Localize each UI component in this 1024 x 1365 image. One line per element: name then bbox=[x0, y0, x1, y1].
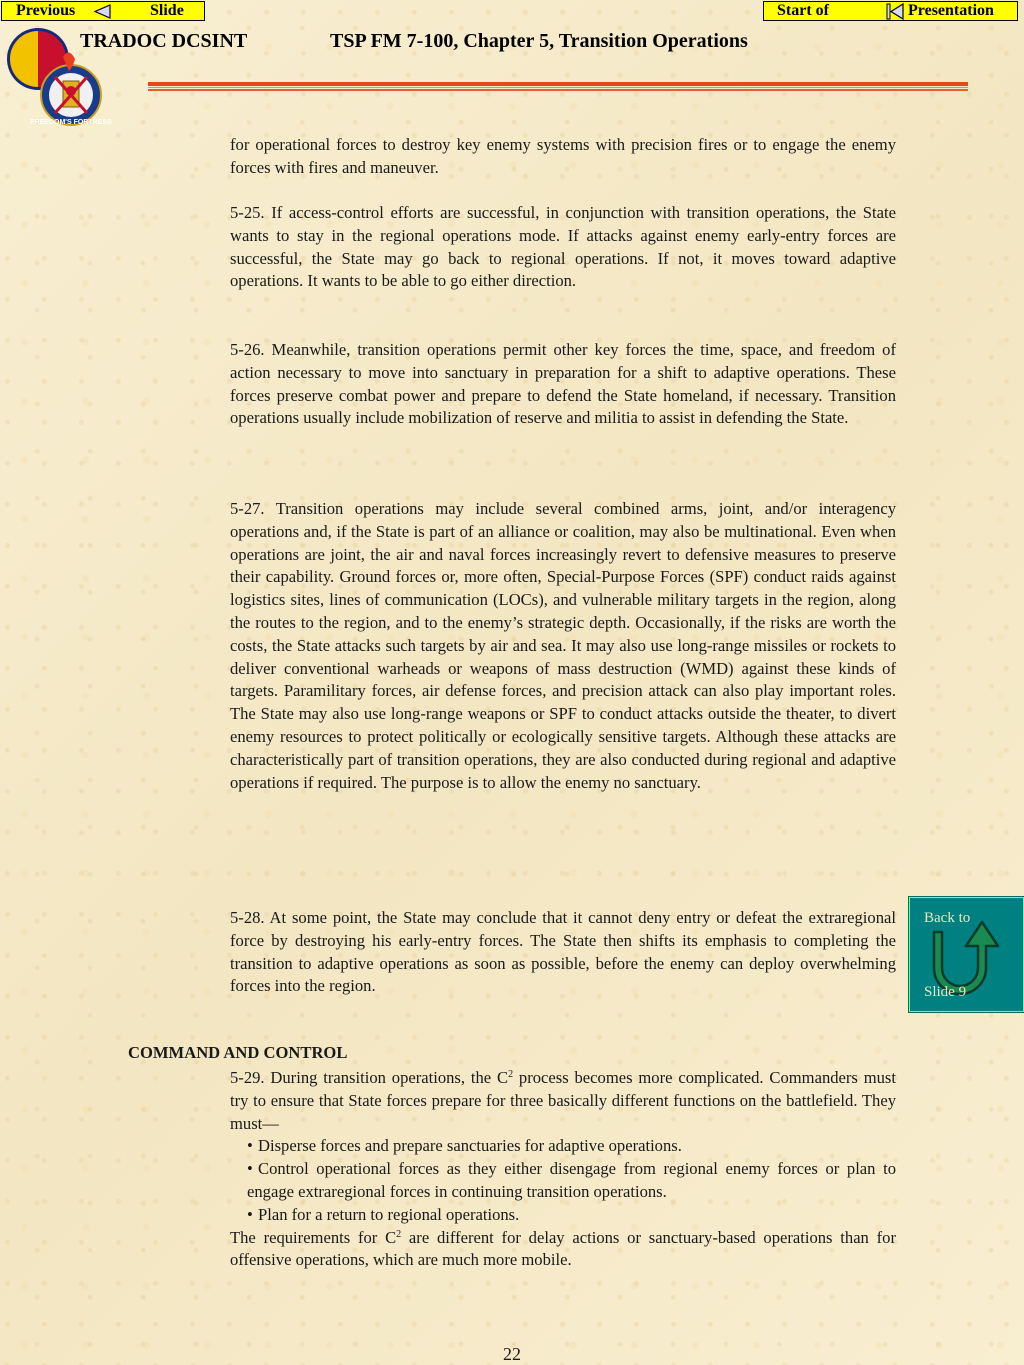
paragraph-5-25 bbox=[230, 202, 896, 293]
paragraph-text bbox=[230, 1067, 896, 1135]
page-title: TSP FM 7-100, Chapter 5, Transition Operations bbox=[330, 30, 748, 52]
previous-slide-button[interactable] bbox=[1, 1, 205, 21]
list-item bbox=[230, 1158, 896, 1204]
intro-text-a: 5-29. During transition operations, the C bbox=[230, 1068, 509, 1087]
closing-text-a: The requirements for C bbox=[230, 1227, 397, 1247]
previous-label: Previous bbox=[16, 2, 76, 19]
list-item-text: Disperse forces and prepare sanctuaries for adaptive operations. bbox=[258, 1136, 682, 1156]
page-number: 22 bbox=[503, 1344, 521, 1364]
superscript: 2 bbox=[396, 1228, 402, 1240]
paragraph-5-29 bbox=[230, 1067, 896, 1272]
paragraph-5-27 bbox=[230, 498, 896, 794]
list-item-text: Control operational forces as they either disengage from regional enemy forces or plan to engage extraregional forces in continuing transition operations. bbox=[247, 1159, 896, 1201]
bullet-icon: • bbox=[247, 1159, 253, 1179]
superscript: 2 bbox=[508, 1069, 514, 1080]
paragraph-text: 5-28. At some point, the State may conclude that it cannot deny entry or defeat the extraregional force by destroying his early-entry forces. The State then shifts its emphasis to completing the transition to adaptive operations as soon as possible, before the enemy can deploy overwhelming forces into the region. bbox=[230, 908, 896, 996]
presentation-label: Presentation bbox=[908, 2, 994, 19]
slide-label: Slide bbox=[150, 2, 184, 19]
paragraph-text: for operational forces to destroy key enemy systems with precision fires or to engage the enemy forces with fires and maneuver. bbox=[230, 135, 896, 177]
paragraph-text: 5-27. Transition operations may include several combined arms, joint, and/or interagency operations and, if the State is part of an alliance or coalition, may also be multinational. Even when operations are joint, the air and naval forces increasingly revert to defensive measures to preserve their capability. Ground forces or, more often, Special-Purpose Forces (SPF) conduct raids against logistics sites, lines of communication (LOCs), and vulnerable military targets in the region, along the routes to the region, and to the enemy’s strategic depth. Occasionally, if the risks are worth the costs, the State attacks such targets by air and sea. It may also use long-range missiles or rockets to deliver conventional warheads or weapons of mass destruction (WMD) against these kinds of targets. Paramilitary forces, air defense forces, and precision attack can also play important roles. The State may also use long-range weapons or SPF to conduct attacks outside the theater, to divert enemy resources to protect politically or ecologically sensitive targets. Although these attacks are characteristically part of transition operations, they are also conducted during regional and adaptive operations if required. The purpose is to allow the enemy no sanctuary. bbox=[230, 499, 896, 792]
bullet-icon: • bbox=[247, 1136, 253, 1156]
back-label-line1: Back to bbox=[924, 910, 971, 926]
paragraph-5-26 bbox=[230, 339, 896, 430]
paragraph-continuation bbox=[230, 134, 896, 180]
back-label-line2: Slide 9 bbox=[924, 984, 967, 1000]
back-to-slide-button[interactable] bbox=[909, 897, 1024, 1012]
bullet-icon: • bbox=[247, 1204, 253, 1224]
header-org: TRADOC DCSINT bbox=[80, 30, 248, 52]
intro-text-b: process becomes more complicated. Commanders must try to ensure that State forces prepare for three basically different functions on the battlefield. They must— bbox=[230, 1068, 896, 1133]
list-item bbox=[230, 1135, 896, 1158]
skip-to-start-icon bbox=[886, 3, 904, 20]
paragraph-5-28 bbox=[230, 907, 896, 998]
paragraph-text: 5-25. If access-control efforts are successful, in conjunction with transition operations, the State wants to stay in the regional operations mode. If attacks against enemy early-entry forces are successful, the State may go back to regional operations. If not, it moves toward adaptive operations. It wants to be able to go either direction. bbox=[230, 203, 896, 291]
closing-text-b: are different for delay actions or sanctuary-based operations than for offensive operations, which are much more mobile. bbox=[230, 1227, 896, 1270]
list-item bbox=[230, 1204, 896, 1227]
header-divider bbox=[148, 82, 968, 92]
start-of-presentation-button[interactable] bbox=[763, 1, 1018, 21]
section-heading: COMMAND AND CONTROL bbox=[128, 1043, 348, 1062]
list-item-text: Plan for a return to regional operations. bbox=[258, 1204, 520, 1224]
start-label: Start of bbox=[777, 2, 829, 19]
logo-text: FREEDOM'S FORTRESS bbox=[30, 119, 112, 126]
paragraph-text bbox=[230, 1227, 896, 1273]
paragraph-text: 5-26. Meanwhile, transition operations permit other key forces the time, space, and freedom of action necessary to move into sanctuary in preparation for a shift to adaptive operations. These forces preserve combat power and prepare to defend the State homeland, if necessary. Transition operations usually include mobilization of reserve and militia to assist in defending the State. bbox=[230, 340, 896, 428]
triangle-left-icon bbox=[93, 4, 111, 19]
